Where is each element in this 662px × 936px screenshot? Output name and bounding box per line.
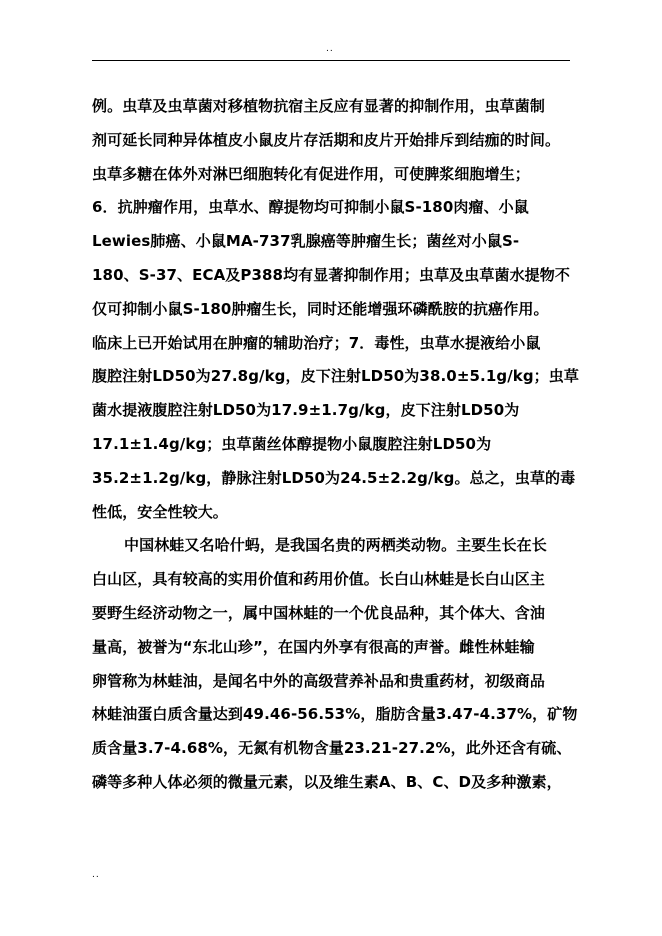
text-line: 林蛙油蛋白质含量达到49.46-56.53%，脂肪含量3.47-4.37%，矿物 xyxy=(92,705,578,724)
text-line: 仅可抑制小鼠S-180肿瘤生长，同时还能增强环磷酰胺的抗癌作用。 xyxy=(92,299,549,318)
text-line: 菌水提液腹腔注射LD50为17.9±1.7g/kg，皮下注射LD50为 xyxy=(92,401,520,420)
text-line: 剂可延长同种异体植皮小鼠皮片存活期和皮片开始排斥到结痂的时间。 xyxy=(92,130,561,149)
text-line: 白山区，具有较高的实用价值和药用价值。长白山林蛙是长白山区主 xyxy=(92,570,546,589)
text-line: 180、S-37、ECA及P388均有显著抑制作用；虫草及虫草菌水提物不 xyxy=(92,265,570,284)
text-line: 虫草多糖在体外对淋巴细胞转化有促进作用，可使脾浆细胞增生； xyxy=(92,164,530,183)
text-line: 质含量3.7-4.68%，无氮有机物含量23.21-27.2%，此外还含有硫、 xyxy=(92,739,572,758)
footer-mark: .. xyxy=(92,870,100,880)
header-mark: .. xyxy=(326,44,334,54)
text-line: 17.1±1.4g/kg；虫草菌丝体醇提物小鼠腹腔注射LD50为 xyxy=(92,434,492,453)
text-line: 例。虫草及虫草菌对移植物抗宿主反应有显著的抑制作用，虫草菌制 xyxy=(92,97,546,115)
body-text xyxy=(92,90,579,800)
text-line: 要野生经济动物之一，属中国林蛙的一个优良品种，其个体大、含油 xyxy=(92,603,546,622)
text-line: 卵管称为林蛙油，是闻名中外的高级营养补品和贵重药材，初级商品 xyxy=(92,671,546,690)
text-line: 腹腔注射LD50为27.8g/kg，皮下注射LD50为38.0±5.1g/kg；虫草 xyxy=(92,367,579,386)
header-rule xyxy=(92,60,570,61)
text-line: 6．抗肿瘤作用，虫草水、醇提物均可抑制小鼠S-180肉瘤、小鼠 xyxy=(92,198,529,217)
text-line: 35.2±1.2g/kg，静脉注射LD50为24.5±2.2g/kg。总之，虫草的毒 xyxy=(92,468,576,487)
text-line: 磷等多种人体必须的微量元素，以及维生素A、B、C、D及多种激素， xyxy=(92,772,562,791)
text-line: 量高，被誉为“东北山珍”，在国内外享有很高的声誉。雌性林蛙输 xyxy=(92,637,535,656)
text-line: 临床上已开始试用在肿瘤的辅助治疗；7．毒性，虫草水提液给小鼠 xyxy=(92,333,541,352)
text-line: 性低，安全性较大。 xyxy=(92,502,228,521)
text-line: Lewies肺癌、小鼠MA-737乳腺癌等肿瘤生长；菌丝对小鼠S- xyxy=(92,232,520,251)
paragraph-first-line: 中国林蛙又名哈什蚂，是我国名贵的两栖类动物。主要生长在长 xyxy=(124,536,547,555)
